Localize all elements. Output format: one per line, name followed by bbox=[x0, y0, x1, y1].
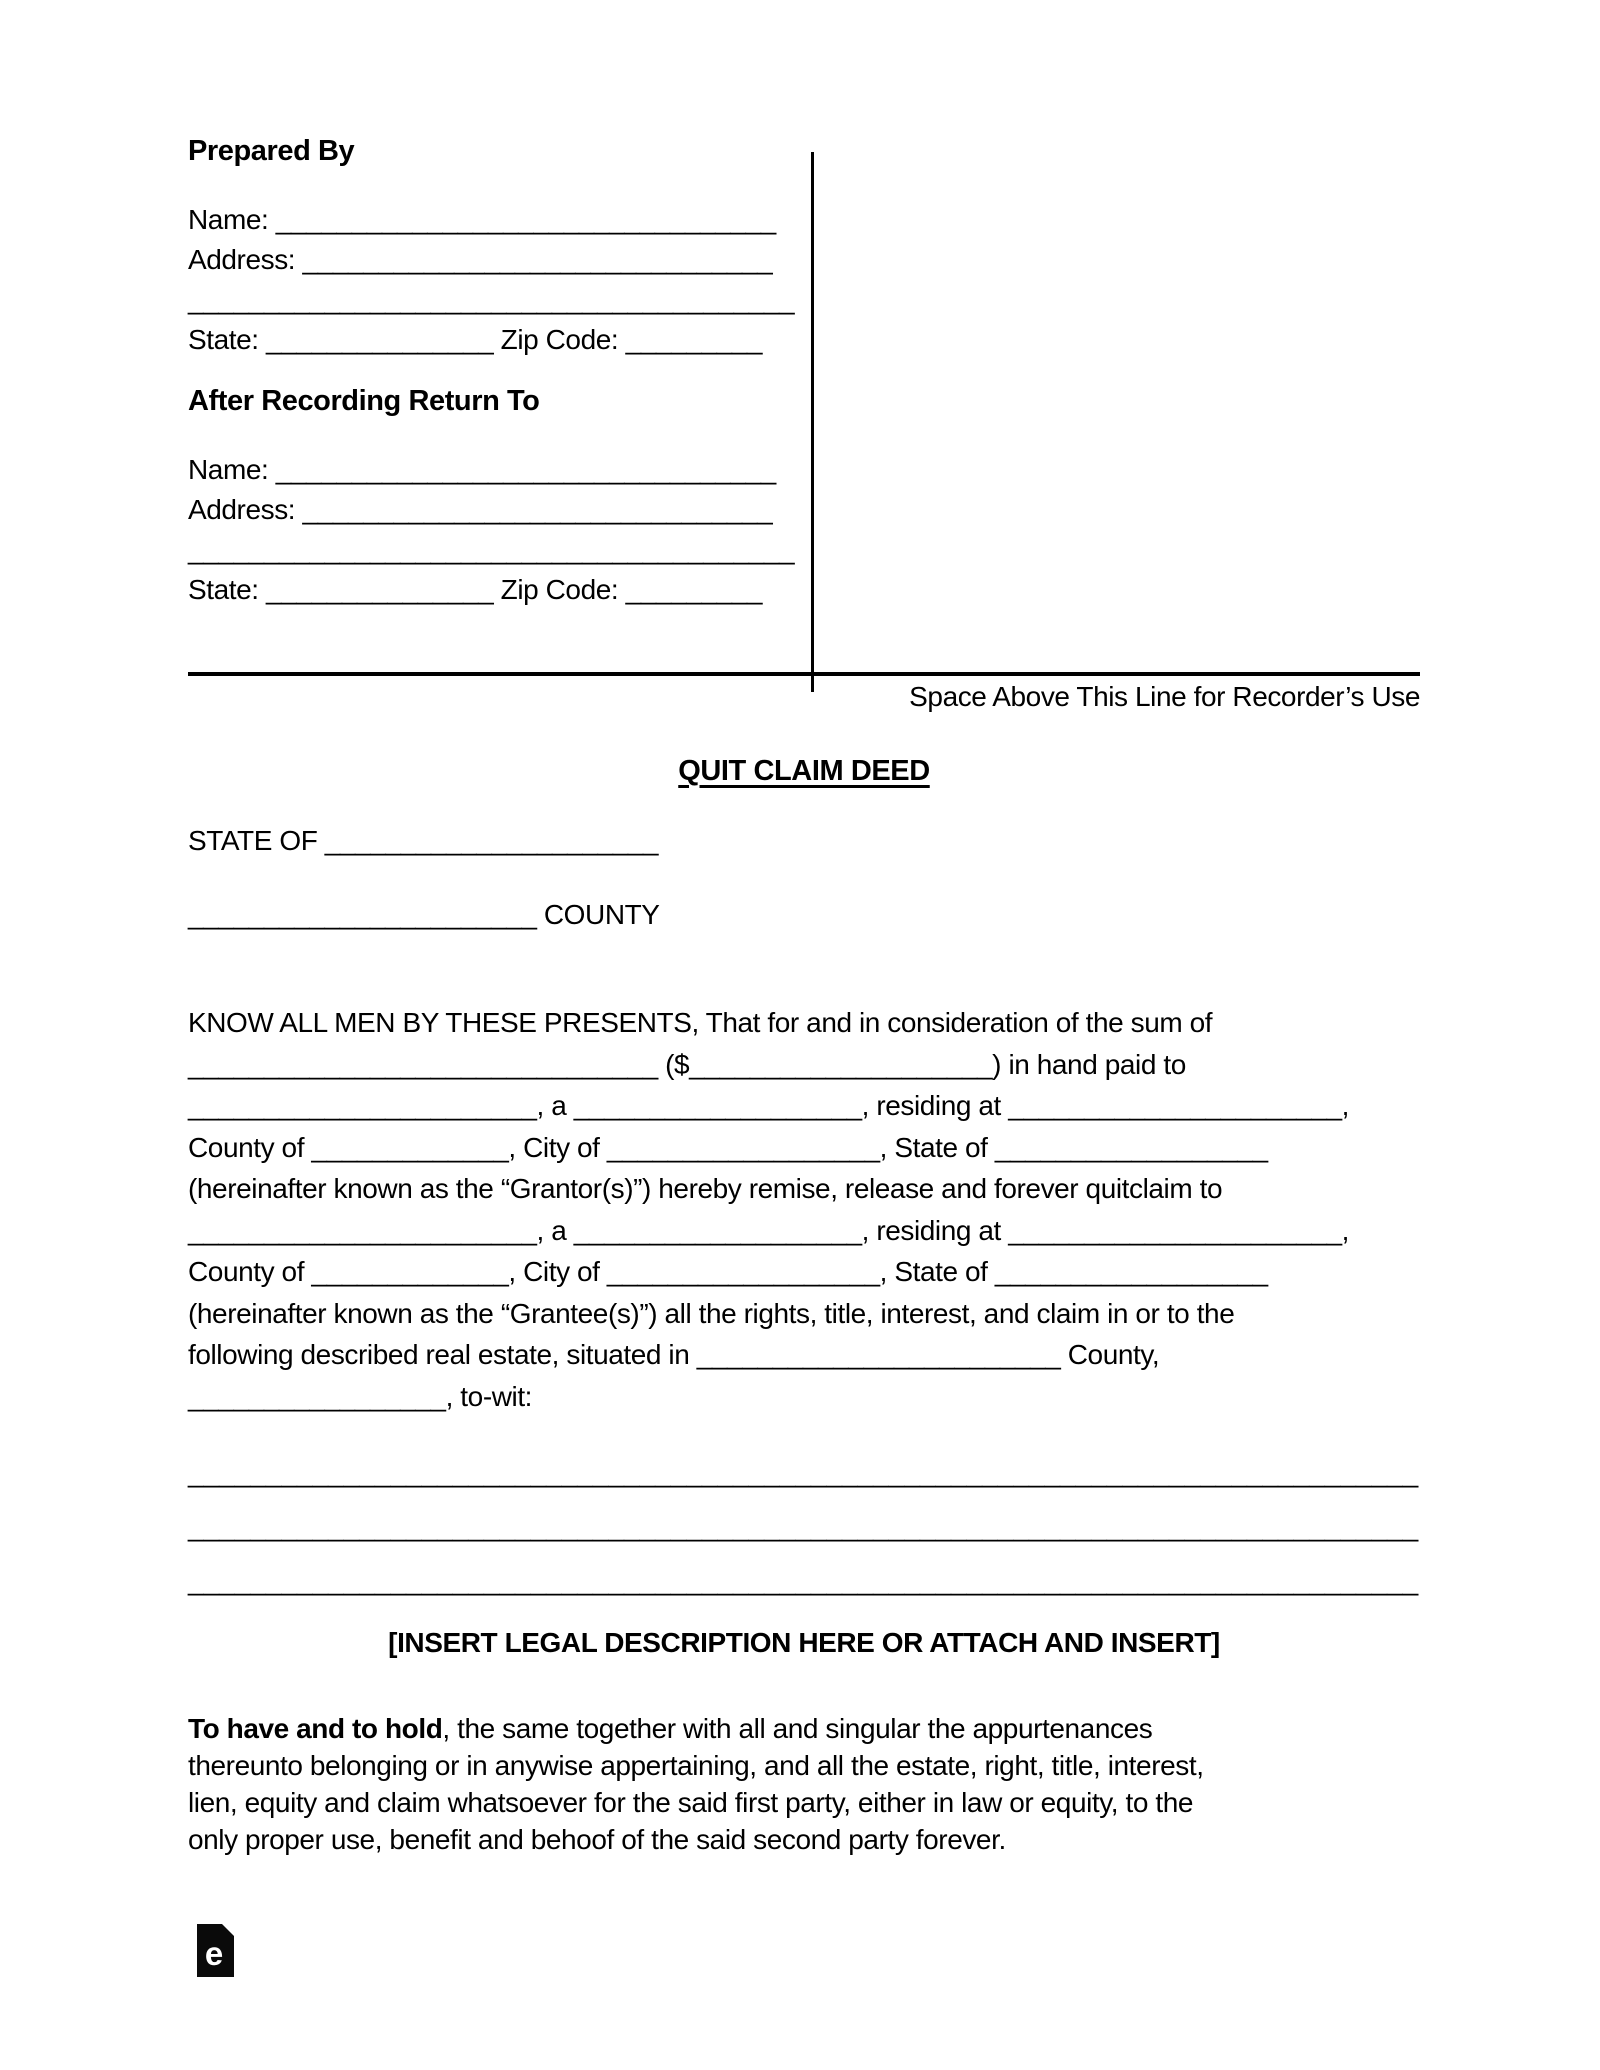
deed-body-line: County of _____________, City of __________________, State of __________________ bbox=[188, 1131, 1268, 1163]
prepared-by-name-row: Name: _________________________________ bbox=[188, 204, 776, 235]
habendum-line: only proper use, benefit and behoof of the said second party forever. bbox=[188, 1824, 1006, 1855]
deed-body-line: _________________, to-wit: bbox=[188, 1380, 533, 1412]
legal-description-area bbox=[188, 1446, 1420, 1608]
habendum-line: lien, equity and claim whatsoever for the said first party, either in law or equity, to the bbox=[188, 1787, 1194, 1818]
deed-body-line: (hereinafter known as the “Grantor(s)”) hereby remise, release and forever quitclaim to bbox=[188, 1173, 1223, 1204]
county-line: _______________________ COUNTY bbox=[188, 899, 660, 930]
legal-description-blank-line: _______________________________________________________________________________ bbox=[188, 1511, 1419, 1542]
legal-description-instruction: [INSERT LEGAL DESCRIPTION HERE OR ATTACH AND INSERT] bbox=[388, 1627, 1220, 1658]
prepared-by-address-continuation-row: ________________________________________ bbox=[188, 284, 795, 315]
deed-body-line: _______________________________ ($____________________) in hand paid to bbox=[188, 1048, 1186, 1080]
recorder-horizontal-line bbox=[188, 672, 1420, 676]
habendum-bold-lead: To have and to hold bbox=[188, 1713, 443, 1744]
legal-description-blank-line: _______________________________________________________________________________ bbox=[188, 1457, 1419, 1488]
prepared-by-heading: Prepared By bbox=[188, 135, 355, 167]
deed-body-line: County of _____________, City of __________________, State of __________________ bbox=[188, 1256, 1268, 1287]
deed-body-paragraph bbox=[188, 1002, 1420, 1417]
prepared-by-state-zip-row: State: _______________ Zip Code: _________ bbox=[188, 324, 762, 355]
deed-body-line: KNOW ALL MEN BY THESE PRESENTS, That for and in consideration of the sum of bbox=[188, 1007, 1213, 1038]
prepared-by-section bbox=[188, 134, 828, 360]
return-to-rows bbox=[188, 450, 828, 610]
deed-title: QUIT CLAIM DEED bbox=[678, 755, 930, 787]
return-to-section bbox=[188, 384, 828, 610]
deed-body-line: _______________________, a ___________________, residing at ______________________, bbox=[188, 1090, 1349, 1121]
return-to-address-row: Address: _______________________________ bbox=[188, 494, 773, 525]
deed-body-line: (hereinafter known as the “Grantee(s)”) all the rights, title, interest, and claim in or to the bbox=[188, 1297, 1235, 1329]
habendum-paragraph bbox=[188, 1710, 1420, 1858]
eforms-logo-letter: e bbox=[204, 1935, 224, 1972]
vertical-divider-line bbox=[811, 152, 814, 692]
habendum-line: To have and to hold, the same together with all and singular the appurtenances bbox=[188, 1713, 1153, 1744]
recorder-note: Space Above This Line for Recorder’s Use bbox=[909, 681, 1420, 712]
legal-description-blank-line: _______________________________________________________________________________ bbox=[188, 1565, 1419, 1596]
return-to-heading: After Recording Return To bbox=[188, 385, 540, 417]
return-to-state-zip-row: State: _______________ Zip Code: _________ bbox=[188, 574, 762, 605]
habendum-line: thereunto belonging or in anywise appertaining, and all the estate, right, title, interest, bbox=[188, 1750, 1204, 1781]
return-to-address-continuation-row: ________________________________________ bbox=[188, 534, 795, 565]
prepared-by-rows bbox=[188, 200, 828, 360]
eforms-logo-icon bbox=[197, 1924, 234, 1977]
return-to-name-row: Name: _________________________________ bbox=[188, 454, 776, 485]
prepared-by-address-row: Address: _______________________________ bbox=[188, 244, 773, 275]
deed-body-line: following described real estate, situated in ________________________ County, bbox=[188, 1339, 1160, 1370]
state-of-line: STATE OF ______________________ bbox=[188, 825, 659, 856]
deed-body-line: _______________________, a ___________________, residing at ______________________, bbox=[188, 1214, 1349, 1246]
